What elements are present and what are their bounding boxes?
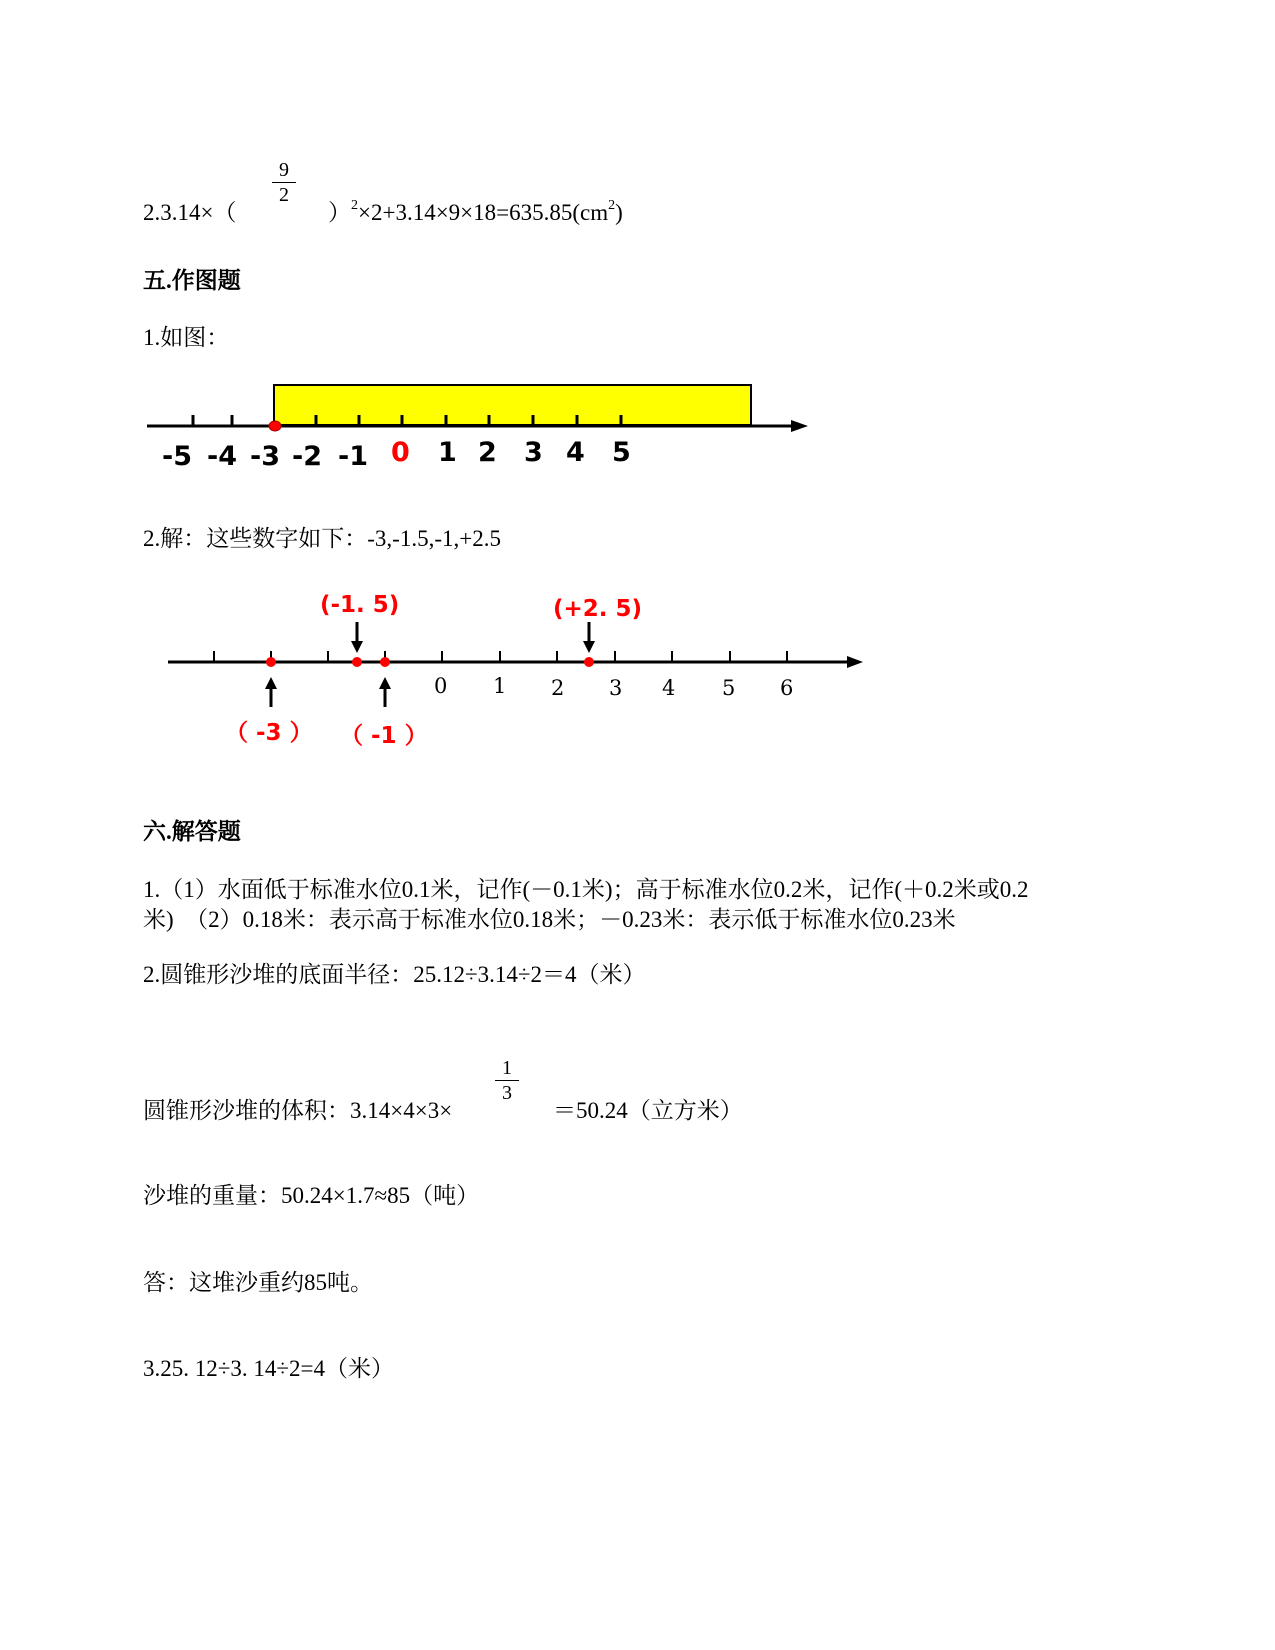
answer-1-line-2: 米) （2）0.18米：表示高于标准水位0.18米；－0.23米：表示低于标准水位0.23米 <box>143 907 956 932</box>
tick-label-5: 5 <box>612 437 631 468</box>
point-neg3 <box>266 657 276 667</box>
tick-label-neg1: -1 <box>338 441 368 472</box>
formula-prefix: 2.3.14×（ <box>143 200 237 225</box>
tick-label-3: 3 <box>524 437 543 468</box>
formula-tail: ×2+3.14×9×18=635.85(cm <box>358 200 609 225</box>
tick-label-0: 0 <box>434 674 448 698</box>
answer-2-conclusion: 答：这堆沙重约85吨。 <box>143 1270 373 1295</box>
tick-label-neg5: -5 <box>162 441 192 472</box>
formula-line-2 <box>143 198 236 228</box>
answer-3-line-1: 3.25. 12÷3. 14÷2=4（米） <box>143 1356 394 1381</box>
number-line-figure-1 <box>140 378 820 478</box>
section-title-6: 六.解答题 <box>143 819 241 844</box>
arrow-head-icon <box>351 641 363 653</box>
answer-2-volume-suffix: ＝50.24（立方米） <box>553 1098 743 1123</box>
point-label-neg1: （ -1 ） <box>340 723 428 749</box>
tick-label-4: 4 <box>566 437 585 468</box>
tick-label-2: 2 <box>478 437 497 468</box>
tick-label-4: 4 <box>662 676 676 700</box>
fraction-denominator: 2 <box>279 184 289 206</box>
tick-label-5: 5 <box>722 676 736 700</box>
point-label-neg3: （ -3 ） <box>225 720 313 746</box>
tick-label-2: 2 <box>551 676 565 700</box>
tick-label-neg3: -3 <box>250 441 280 472</box>
exponent: 2 <box>351 198 358 214</box>
question-1-label: 1.如图： <box>143 325 230 350</box>
tick-label-1: 1 <box>438 437 457 468</box>
answer-1-line-1: 1.（1）水面低于标准水位0.1米，记作(－0.1米)；高于标准水位0.2米，记作(＋0.2米或0.2 <box>143 877 1029 902</box>
fraction-denominator: 3 <box>502 1082 512 1104</box>
fraction-numerator: 9 <box>272 158 296 183</box>
point-neg1-5 <box>352 657 362 667</box>
tick-label-1: 1 <box>493 674 507 698</box>
arrow-head-icon <box>583 641 595 653</box>
ticks <box>214 651 787 662</box>
point-label-pos2-5: (+2. 5) <box>553 596 643 622</box>
point-pos2-5 <box>584 657 594 667</box>
point-neg1 <box>380 657 390 667</box>
answer-2-volume-prefix: 圆锥形沙堆的体积：3.14×4×3× <box>143 1098 453 1123</box>
axis-arrow-icon <box>847 656 863 668</box>
answer-2-line-1: 2.圆锥形沙堆的底面半径：25.12÷3.14÷2＝4（米） <box>143 962 646 987</box>
fraction-numerator: 1 <box>495 1056 519 1081</box>
question-2-label: 2.解：这些数字如下：-3,-1.5,-1,+2.5 <box>143 526 501 551</box>
section-title-5: 五.作图题 <box>143 268 241 293</box>
formula-rest <box>328 198 623 228</box>
unit-exponent: 2 <box>608 198 616 214</box>
arrow-head-icon <box>265 677 277 689</box>
formula-end: ) <box>615 200 623 225</box>
axis-arrow-icon <box>791 420 808 432</box>
tick-label-neg2: -2 <box>292 441 322 472</box>
tick-label-0: 0 <box>391 437 410 468</box>
answer-2-weight: 沙堆的重量：50.24×1.7≈85（吨） <box>143 1183 480 1208</box>
fraction-9-2 <box>272 158 296 207</box>
tick-label-neg4: -4 <box>207 441 237 472</box>
point-label-neg1-5: (-1. 5) <box>320 592 400 618</box>
arrow-head-icon <box>379 677 391 689</box>
paren-close: ） <box>328 200 351 225</box>
fraction-1-3 <box>495 1056 519 1105</box>
tick-label-3: 3 <box>609 676 623 700</box>
highlight-region <box>274 385 751 425</box>
start-point-marker <box>269 421 281 431</box>
tick-label-6: 6 <box>780 676 794 700</box>
number-line-figure-2 <box>165 585 885 755</box>
